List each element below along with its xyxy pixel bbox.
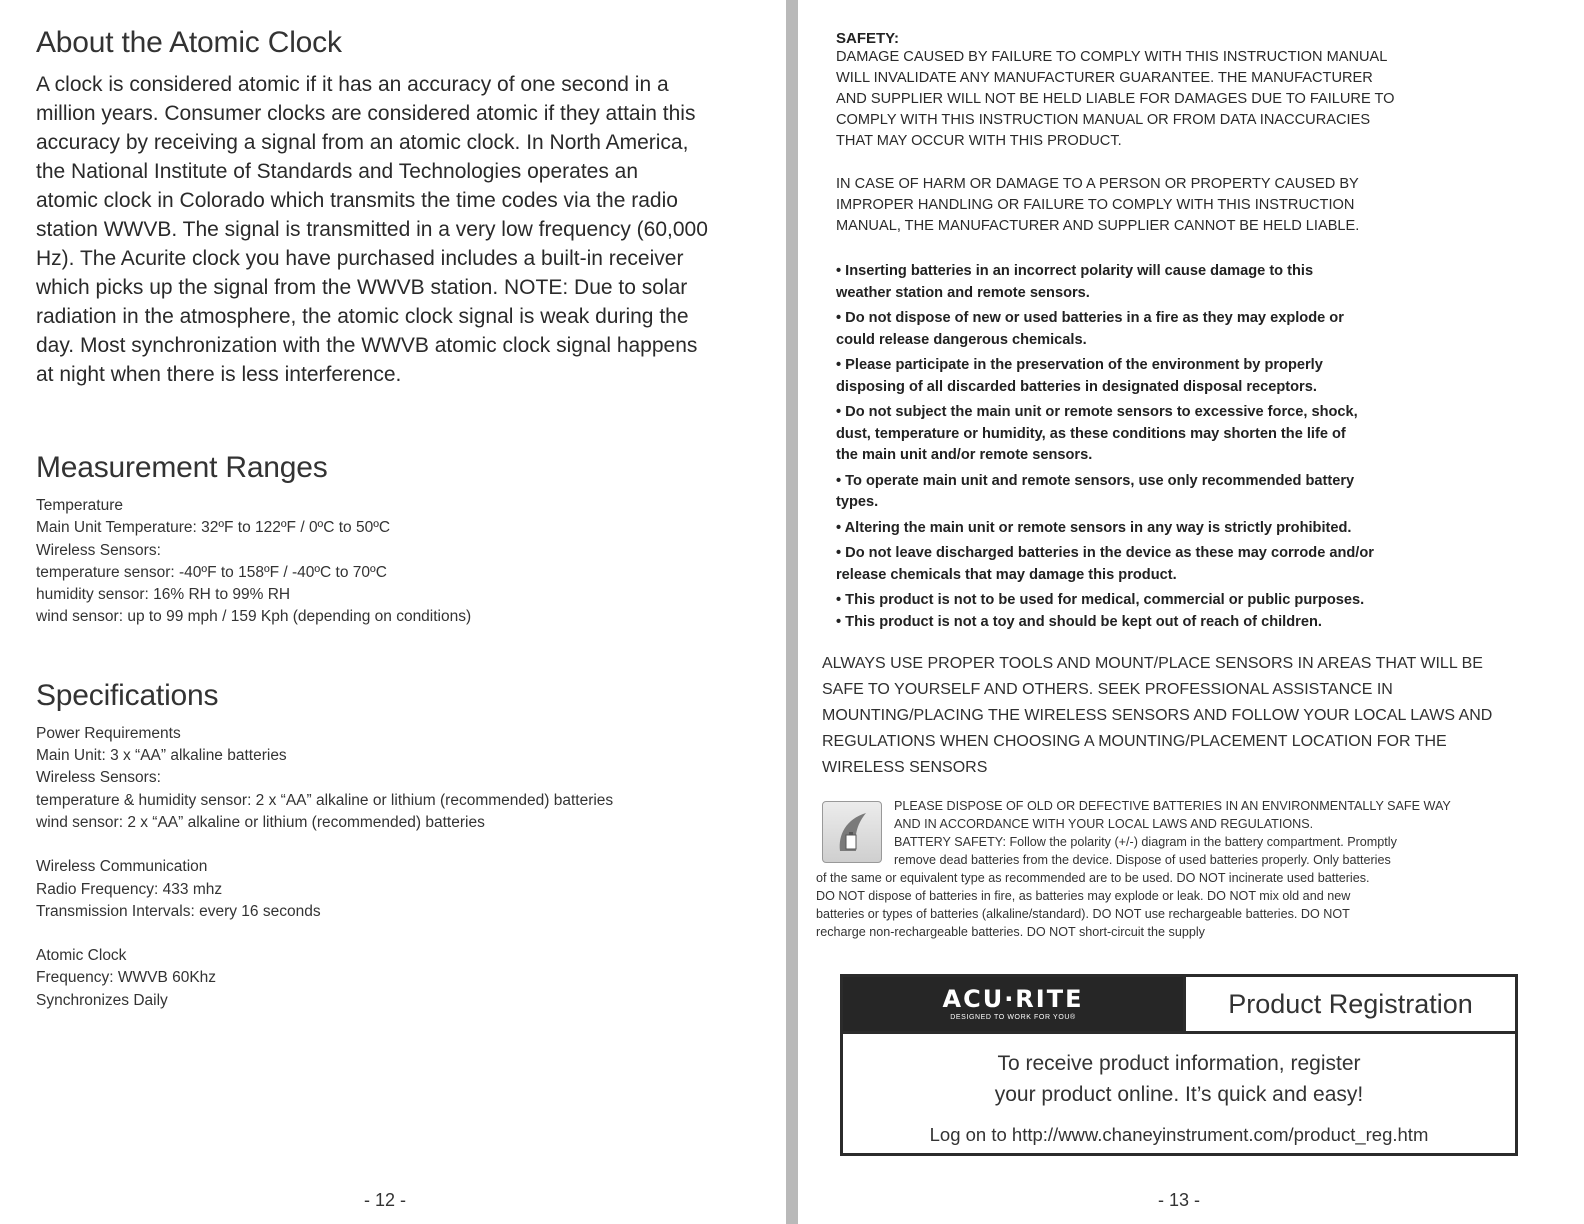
registration-body bbox=[843, 1034, 1515, 1146]
page-number-right: - 13 - bbox=[1158, 1190, 1201, 1210]
about-line: radiation in the atmosphere, the atomic clock signal is weak during the bbox=[36, 305, 689, 328]
registration-header bbox=[843, 977, 1515, 1034]
safety-line: MANUAL, THE MANUFACTURER AND SUPPLIER CANNOT BE HELD LIABLE. bbox=[836, 218, 1360, 234]
battery-disposal-notice bbox=[816, 797, 1554, 941]
spec-line: Synchronizes Daily bbox=[36, 991, 168, 1009]
page-gutter bbox=[786, 0, 798, 1224]
spec-line: wind sensor: 2 x “AA” alkaline or lithium (recommended) batteries bbox=[36, 813, 485, 831]
battery-recycle-icon bbox=[822, 801, 882, 863]
safety-line: WILL INVALIDATE ANY MANUFACTURER GUARANTEE. THE MANUFACTURER bbox=[836, 70, 1373, 86]
spec-line: Main Unit: 3 x “AA” alkaline batteries bbox=[36, 747, 287, 765]
tools-paragraph bbox=[822, 651, 1554, 781]
spec-line: Frequency: WWVB 60Khz bbox=[36, 969, 217, 987]
bullet-item: • Altering the main unit or remote sensors in any way is strictly prohibited. bbox=[836, 519, 1352, 536]
safety-title: SAFETY: bbox=[836, 30, 900, 47]
ranges-line: temperature sensor: -40ºF to 158ºF / -40ºC to 70ºC bbox=[36, 563, 387, 581]
spec-line: temperature & humidity sensor: 2 x “AA” alkaline or lithium (recommended) batteries bbox=[36, 791, 614, 809]
about-heading: About the Atomic Clock bbox=[36, 26, 342, 59]
tools-line: REGULATIONS WHEN CHOOSING A MOUNTING/PLACEMENT LOCATION FOR THE bbox=[822, 733, 1447, 750]
about-line: station WWVB. The signal is transmitted in a very low frequency (60,000 bbox=[36, 218, 708, 241]
safety-line: COMPLY WITH THIS INSTRUCTION MANUAL OR FROM DATA INACCURACIES bbox=[836, 112, 1371, 128]
specs-heading: Specifications bbox=[36, 678, 219, 712]
bullet-item: • This product is not to be used for medical, commercial or public purposes. • This product is not a toy and should be kept out of reach of children. bbox=[836, 592, 1365, 630]
tools-line: ALWAYS USE PROPER TOOLS AND MOUNT/PLACE SENSORS IN AREAS THAT WILL BE bbox=[822, 655, 1483, 672]
ranges-line: Wireless Sensors: bbox=[36, 541, 161, 559]
about-line: at night when there is less interference. bbox=[36, 363, 402, 386]
left-page bbox=[0, 0, 786, 1224]
tools-line: WIRELESS SENSORS bbox=[822, 759, 988, 776]
registration-url[interactable]: Log on to http://www.chaneyinstrument.com/product_reg.htm bbox=[929, 1124, 1429, 1145]
registration-title: Product Registration bbox=[1228, 988, 1473, 1019]
product-registration-box bbox=[840, 974, 1518, 1156]
bullet-item: • Do not dispose of new or used batteries in a fire as they may explode or could release dangerous chemicals. bbox=[836, 310, 1344, 348]
bullet-item: • Please participate in the preservation of the environment by properly disposing of all discarded batteries in designated disposal receptors. bbox=[836, 357, 1323, 395]
about-line: which picks up the signal from the WWVB station. NOTE: Due to solar bbox=[36, 276, 688, 299]
bullet-item: • Inserting batteries in an incorrect polarity will cause damage to this weather station and remote sensors. bbox=[836, 263, 1314, 301]
spec-line: Radio Frequency: 433 mhz bbox=[36, 880, 223, 898]
safety-line: AND SUPPLIER WILL NOT BE HELD LIABLE FOR DAMAGES DUE TO FAILURE TO bbox=[836, 91, 1395, 107]
brand-name: ACU·RITE bbox=[942, 985, 1084, 1013]
about-line: accuracy by receiving a signal from an atomic clock. In North America, bbox=[36, 131, 689, 154]
safety-line: DAMAGE CAUSED BY FAILURE TO COMPLY WITH THIS INSTRUCTION MANUAL bbox=[836, 49, 1388, 65]
safety-line: IMPROPER HANDLING OR FAILURE TO COMPLY WITH THIS INSTRUCTION bbox=[836, 197, 1355, 213]
right-page bbox=[798, 0, 1584, 1224]
ranges-line: Main Unit Temperature: 32ºF to 122ºF / 0ºC to 50ºC bbox=[36, 519, 391, 537]
tools-line: SAFE TO YOURSELF AND OTHERS. SEEK PROFESSIONAL ASSISTANCE IN bbox=[822, 681, 1393, 698]
about-line: the National Institute of Standards and Technologies operates an bbox=[36, 160, 639, 183]
about-paragraph bbox=[36, 70, 750, 389]
specs-atomic bbox=[36, 945, 750, 1012]
registration-line: To receive product information, register bbox=[997, 1052, 1361, 1075]
safety-line: IN CASE OF HARM OR DAMAGE TO A PERSON OR PROPERTY CAUSED BY bbox=[836, 176, 1359, 192]
acurite-logo bbox=[843, 977, 1186, 1031]
spec-line: Atomic Clock bbox=[36, 947, 127, 965]
bullet-item: • Do not leave discharged batteries in the device as these may corrode and/or release chemicals that may damage this product. bbox=[836, 545, 1374, 583]
about-line: A clock is considered atomic if it has an accuracy of one second in a bbox=[36, 73, 669, 96]
about-line: Hz). The Acurite clock you have purchased includes a built-in receiver bbox=[36, 247, 684, 270]
ranges-line: humidity sensor: 16% RH to 99% RH bbox=[36, 586, 291, 604]
tools-line: MOUNTING/PLACING THE WIRELESS SENSORS AND FOLLOW YOUR LOCAL LAWS AND bbox=[822, 707, 1493, 724]
spec-line: Transmission Intervals: every 16 seconds bbox=[36, 902, 321, 920]
dispose-text: PLEASE DISPOSE OF OLD OR DEFECTIVE BATTERIES IN AN ENVIRONMENTALLY SAFE WAY AND IN ACCORDANCE WITH YOUR LOCAL LAWS AND REGULATIONS. BATTERY SAFETY: Follow the polarity (+/-) diagram in the battery compartment. Promptly remove dead batteries from the device. Dispose of used batteries properly. Only batteries of the same or equivalent type as recommended are to be used. DO NOT incinerate used batteries. DO NOT dispose of batteries in fire, as batteries may explode or leak. DO NOT mix old and new batteries or types of batteries (alkaline/standard). DO NOT use rechargeable batteries. DO NOT recharge non-rechargeable batteries. DO NOT short-circuit the supply bbox=[816, 799, 1451, 939]
bullet-item: • To operate main unit and remote sensors, use only recommended battery types. bbox=[836, 472, 1355, 510]
bullet-item: • Do not subject the main unit or remote sensors to excessive force, shock, dust, temperature or humidity, as these conditions may shorten the life of the main unit and/or remote sensors. bbox=[836, 404, 1358, 463]
specs-power bbox=[36, 723, 750, 834]
safety-line: THAT MAY OCCUR WITH THIS PRODUCT. bbox=[836, 133, 1122, 149]
page-number-left: - 12 - bbox=[364, 1190, 407, 1210]
ranges-heading: Measurement Ranges bbox=[36, 451, 328, 484]
safety-paragraph-2 bbox=[836, 174, 1554, 237]
specs-wireless bbox=[36, 856, 750, 923]
safety-bullets bbox=[836, 261, 1554, 633]
ranges-line: Temperature bbox=[36, 497, 124, 514]
spec-line: Power Requirements bbox=[36, 724, 181, 742]
safety-paragraph-1 bbox=[836, 47, 1554, 152]
spec-line: Wireless Sensors: bbox=[36, 769, 161, 787]
about-line: million years. Consumer clocks are considered atomic if they attain this bbox=[36, 102, 696, 125]
spec-line: Wireless Communication bbox=[36, 858, 208, 876]
ranges-line: wind sensor: up to 99 mph / 159 Kph (depending on conditions) bbox=[36, 608, 472, 626]
brand-tagline: DESIGNED TO WORK FOR YOU® bbox=[950, 1014, 1076, 1021]
ranges-list bbox=[36, 495, 750, 629]
about-line: day. Most synchronization with the WWVB atomic clock signal happens bbox=[36, 334, 698, 357]
registration-line: your product online. It’s quick and easy! bbox=[994, 1083, 1364, 1106]
about-line: atomic clock in Colorado which transmits the time codes via the radio bbox=[36, 189, 678, 212]
